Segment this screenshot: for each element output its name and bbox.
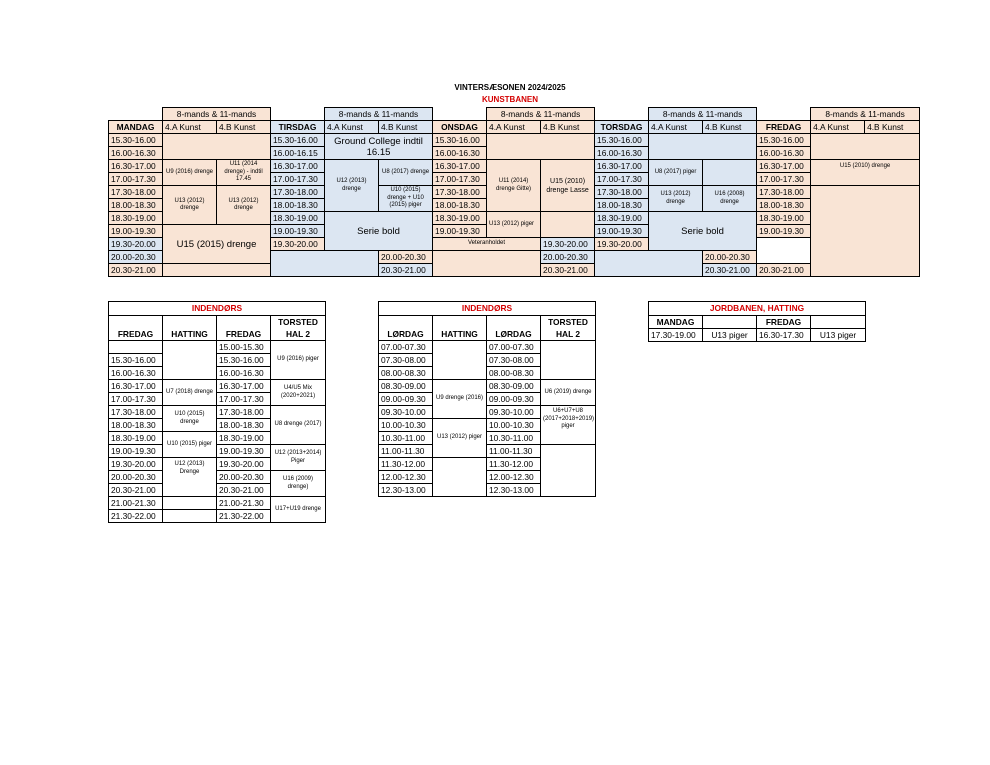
mandag-u11: U11 (2014 drenge) - indtil 17.45 (217, 160, 271, 186)
time-cell: 20.30-21.00 (541, 264, 595, 277)
time-cell: 19.00-19.30 (757, 225, 811, 238)
fredag-u15: U15 (2010) drenge (811, 160, 920, 186)
jordbanen-title: JORDBANEN, HATTING (649, 302, 866, 316)
section-title-kunstbanen: KUNSTBANEN (482, 95, 538, 104)
page-title: VINTERSÆSONEN 2024/2025 (454, 83, 566, 92)
onsdag-u15: U15 (2010) drenge Lasse (541, 160, 595, 212)
time-cell: 09.30-10.00 (487, 406, 541, 419)
indendors-title: INDENDØRS (109, 302, 326, 316)
mandag-empty-lower (163, 264, 271, 277)
header-hal: HAL 2 (541, 328, 596, 341)
fredag-empty-lower (811, 186, 920, 277)
time-cell: 12.00-12.30 (487, 471, 541, 484)
header-lordag: LØRDAG (379, 316, 433, 341)
mandag-empty (163, 134, 271, 160)
time-cell: 16.30-17.00 (433, 160, 487, 173)
hatting-empty (433, 341, 487, 380)
hatting-u13: U13 (2012) piger (433, 419, 487, 458)
time-cell: 10.00-10.30 (487, 419, 541, 432)
time-cell: 20.00-20.30 (703, 251, 757, 264)
time-cell: 08.00-08.30 (487, 367, 541, 380)
col-4b: 4.B Kunst (217, 121, 271, 134)
time-cell: 16.30-17.00 (595, 160, 649, 173)
day-header-tirsdag: TIRSDAG (271, 121, 325, 134)
time-cell: 11.00-11.30 (487, 445, 541, 458)
header-empty (703, 316, 757, 329)
col-4b: 4.B Kunst (865, 121, 920, 134)
time-cell: 18.00-18.30 (595, 199, 649, 212)
tirsdag-u10: U10 (2015) drenge + U10 (2015) piger (379, 186, 433, 212)
time-cell: 08.00-08.30 (379, 367, 433, 380)
indendors-title: INDENDØRS (379, 302, 596, 316)
time-cell: 19.00-19.30 (271, 225, 325, 238)
col-4a: 4.A Kunst (811, 121, 865, 134)
tirsdag-u12: U12 (2013) drenge (325, 160, 379, 212)
time-cell: 19.00-19.30 (595, 225, 649, 238)
time-cell: 19.00-19.30 (217, 445, 271, 458)
col-4b: 4.B Kunst (541, 121, 595, 134)
jordbanen-table (648, 301, 866, 342)
time-cell: 19.00-19.30 (433, 225, 487, 238)
time-cell: 16.00-16.30 (217, 367, 271, 380)
kunstbanen-table (108, 107, 920, 277)
time-cell: 17.30-18.00 (109, 186, 163, 199)
time-cell: 19.30-20.00 (541, 238, 595, 251)
tirsdag-u8: U8 (2017) drenge (379, 160, 433, 186)
time-cell: 16.00-16.30 (757, 147, 811, 160)
time-cell: 18.00-18.30 (109, 199, 163, 212)
time-cell: 17.30-18.00 (595, 186, 649, 199)
time-cell (109, 341, 163, 354)
day-header-onsdag: ONSDAG (433, 121, 487, 134)
time-cell: 17.00-17.30 (757, 173, 811, 186)
time-cell: 17.00-17.30 (109, 173, 163, 186)
time-cell: 17.30-18.00 (217, 406, 271, 419)
header-hal: HAL 2 (271, 328, 326, 341)
hatting-u10-drenge: U10 (2015) drenge (163, 406, 217, 432)
header-hatting: HATTING (433, 316, 487, 341)
time-cell: 19.00-19.30 (109, 445, 163, 458)
time-cell: 19.00-19.30 (109, 225, 163, 238)
time-cell: 18.30-19.00 (271, 212, 325, 225)
header-hatting: HATTING (163, 316, 217, 341)
time-cell: 17.30-18.00 (757, 186, 811, 199)
col-4b: 4.B Kunst (379, 121, 433, 134)
time-cell: 18.30-19.00 (757, 212, 811, 225)
torsdag-empty (649, 134, 757, 160)
time-cell: 16.30-17.00 (271, 160, 325, 173)
hal-empty (541, 341, 596, 380)
hal-u16: U16 (2009) drenge) (271, 471, 326, 497)
col-4b: 4.B Kunst (703, 121, 757, 134)
onsdag-empty (487, 134, 595, 160)
header-torsted: TORSTED (541, 316, 596, 329)
time-cell: 19.30-20.00 (271, 238, 325, 251)
time-cell: 12.30-13.00 (379, 484, 433, 497)
header-fredag: FREDAG (109, 316, 163, 341)
time-cell: 10.30-11.00 (487, 432, 541, 445)
onsdag-group-header: 8-mands & 11-mands (487, 108, 595, 121)
hal-u6: U6 (2019) drenge (541, 380, 596, 406)
time-cell: 08.30-09.00 (379, 380, 433, 393)
time-cell: 18.30-19.00 (595, 212, 649, 225)
onsdag-u11: U11 (2014) drenge Gitte) (487, 160, 541, 212)
mandag-u13b: U13 (2012) drenge (217, 186, 271, 225)
time-cell: 11.30-12.00 (487, 458, 541, 471)
hatting-empty (433, 458, 487, 497)
time-cell: 21.30-22.00 (217, 510, 271, 523)
hal-u6-mix: U6+U7+U8 (2017+2018+2019) piger (541, 406, 596, 445)
hatting-u9: U9 drenge (2016) (433, 380, 487, 419)
time-cell: 21.00-21.30 (217, 497, 271, 510)
hatting-u12: U12 (2013) Drenge (163, 458, 217, 497)
time-cell: 20.30-21.00 (703, 264, 757, 277)
time-cell: 19.30-20.00 (109, 238, 163, 251)
time-cell: 07.30-08.00 (487, 354, 541, 367)
tirsdag-group-header: 8-mands & 11-mands (325, 108, 433, 121)
time-cell: 20.30-21.00 (109, 264, 163, 277)
time-cell: 18.00-18.30 (109, 419, 163, 432)
time-cell: 16.30-17.00 (109, 380, 163, 393)
time-cell: 10.30-11.00 (379, 432, 433, 445)
time-cell: 11.30-12.00 (379, 458, 433, 471)
time-cell: 17.30-18.00 (433, 186, 487, 199)
hal-u8: U8 drenge (2017) (271, 406, 326, 445)
torsdag-group-header: 8-mands & 11-mands (649, 108, 757, 121)
time-cell: 16.30-17.00 (217, 380, 271, 393)
time-cell: 20.30-21.00 (109, 484, 163, 497)
fredag-empty (811, 134, 920, 160)
tirsdag-serie-bold: Serie bold (325, 212, 433, 251)
time-cell: 16.00-16.30 (433, 147, 487, 160)
time-cell: 07.00-07.30 (487, 341, 541, 354)
onsdag-u13: U13 (2012) piger (487, 212, 541, 238)
time-cell: 15.30-16.00 (757, 134, 811, 147)
onsdag-empty-lower (433, 251, 541, 277)
time-cell: 18.00-18.30 (433, 199, 487, 212)
tirsdag-ground-college: Ground College indtil 16.15 (325, 134, 433, 160)
day-header-torsdag: TORSDAG (595, 121, 649, 134)
time-cell: 18.00-18.30 (757, 199, 811, 212)
hal-u4u5: U4/U5 Mix (2020+2021) (271, 380, 326, 406)
header-mandag: MANDAG (649, 316, 703, 329)
header-lordag-2: LØRDAG (487, 316, 541, 341)
time-cell: 18.30-19.00 (217, 432, 271, 445)
header-fredag: FREDAG (757, 316, 811, 329)
hatting-u7: U7 (2018) drenge (163, 380, 217, 406)
torsdag-u8: U8 (2017) piger (649, 160, 703, 186)
time-cell: 18.00-18.30 (271, 199, 325, 212)
day-header-fredag: FREDAG (757, 121, 811, 134)
mandag-group-header: 8-mands & 11-mands (163, 108, 271, 121)
hatting-u10-piger: U10 (2015) piger (163, 432, 217, 458)
fredag-team: U13 piger (811, 329, 866, 342)
hal-empty (541, 445, 596, 497)
col-4a: 4.A Kunst (325, 121, 379, 134)
hatting-empty (163, 510, 217, 523)
time-cell: 19.30-20.00 (217, 458, 271, 471)
time-cell: 20.00-20.30 (109, 251, 163, 264)
time-cell: 11.00-11.30 (379, 445, 433, 458)
fredag-group-header: 8-mands & 11-mands (811, 108, 920, 121)
hal-u9: U9 (2016) piger (271, 341, 326, 380)
time-cell: 17.30-18.00 (271, 186, 325, 199)
onsdag-empty-b (541, 212, 595, 238)
time-cell: 09.00-09.30 (487, 393, 541, 406)
col-4a: 4.A Kunst (163, 121, 217, 134)
time-cell: 20.00-20.30 (217, 471, 271, 484)
mandag-u9: U9 (2016) drenge (163, 160, 217, 186)
time-cell: 16.30-17.00 (109, 160, 163, 173)
time-cell: 07.30-08.00 (379, 354, 433, 367)
time-cell: 12.30-13.00 (487, 484, 541, 497)
time-cell: 20.30-21.00 (379, 264, 433, 277)
time-cell: 16.00-16.30 (109, 367, 163, 380)
day-header-mandag: MANDAG (109, 121, 163, 134)
time-cell: 17.00-17.30 (595, 173, 649, 186)
col-4a: 4.A Kunst (649, 121, 703, 134)
time-cell: 17.30-19.00 (649, 329, 703, 342)
time-cell: 19.30-20.00 (595, 238, 649, 251)
time-cell: 09.00-09.30 (379, 393, 433, 406)
time-cell: 15.00-15.30 (217, 341, 271, 354)
time-cell: 10.00-10.30 (379, 419, 433, 432)
time-cell: 18.30-19.00 (433, 212, 487, 225)
time-cell: 19.30-20.00 (109, 458, 163, 471)
time-cell: 17.00-17.30 (271, 173, 325, 186)
hal-u17u19: U17+U19 drenge (271, 497, 326, 523)
hal-u12: U12 (2013+2014) Piger (271, 445, 326, 471)
time-cell: 21.30-22.00 (109, 510, 163, 523)
header-fredag-2: FREDAG (217, 316, 271, 341)
time-cell: 16.00-16.15 (271, 147, 325, 160)
time-cell: 12.00-12.30 (379, 471, 433, 484)
col-4a: 4.A Kunst (487, 121, 541, 134)
mandag-team: U13 piger (703, 329, 757, 342)
hatting-empty (163, 341, 217, 380)
time-cell: 17.00-17.30 (109, 393, 163, 406)
mandag-u13a: U13 (2012) drenge (163, 186, 217, 225)
indendors-fredag-table (108, 301, 326, 523)
torsdag-u16: U16 (2008) drenge (703, 186, 757, 212)
time-cell: 15.30-16.00 (271, 134, 325, 147)
time-cell: 15.30-16.00 (109, 354, 163, 367)
time-cell: 16.00-16.30 (109, 147, 163, 160)
time-cell: 15.30-16.00 (595, 134, 649, 147)
torsdag-empty-b (703, 160, 757, 186)
time-cell: 20.00-20.30 (541, 251, 595, 264)
torsdag-serie-bold: Serie bold (649, 212, 757, 251)
header-empty (811, 316, 866, 329)
time-cell: 18.30-19.00 (109, 432, 163, 445)
time-cell: 20.00-20.30 (379, 251, 433, 264)
torsdag-empty-lower (595, 251, 703, 277)
time-cell: 07.00-07.30 (379, 341, 433, 354)
tirsdag-empty-lower (271, 251, 379, 277)
hatting-empty (163, 497, 217, 510)
time-cell: 08.30-09.00 (487, 380, 541, 393)
time-cell: 09.30-10.00 (379, 406, 433, 419)
time-cell: 15.30-16.00 (109, 134, 163, 147)
time-cell: 20.00-20.30 (109, 471, 163, 484)
onsdag-veteran: Veteranholdet (433, 238, 541, 251)
time-cell: 21.00-21.30 (109, 497, 163, 510)
time-cell: 18.30-19.00 (109, 212, 163, 225)
time-cell: 15.30-16.00 (433, 134, 487, 147)
time-cell: 15.30-16.00 (217, 354, 271, 367)
time-cell: 18.00-18.30 (217, 419, 271, 432)
time-cell: 16.00-16.30 (595, 147, 649, 160)
time-cell: 17.30-18.00 (109, 406, 163, 419)
time-cell: 16.30-17.30 (757, 329, 811, 342)
header-torsted: TORSTED (271, 316, 326, 329)
time-cell: 17.00-17.30 (433, 173, 487, 186)
time-cell: 16.30-17.00 (757, 160, 811, 173)
time-cell: 17.00-17.30 (217, 393, 271, 406)
time-cell: 20.30-21.00 (757, 264, 811, 277)
torsdag-u13: U13 (2012) drenge (649, 186, 703, 212)
indendors-lordag-table (378, 301, 596, 497)
mandag-u15: U15 (2015) drenge (163, 225, 271, 264)
time-cell: 20.30-21.00 (217, 484, 271, 497)
